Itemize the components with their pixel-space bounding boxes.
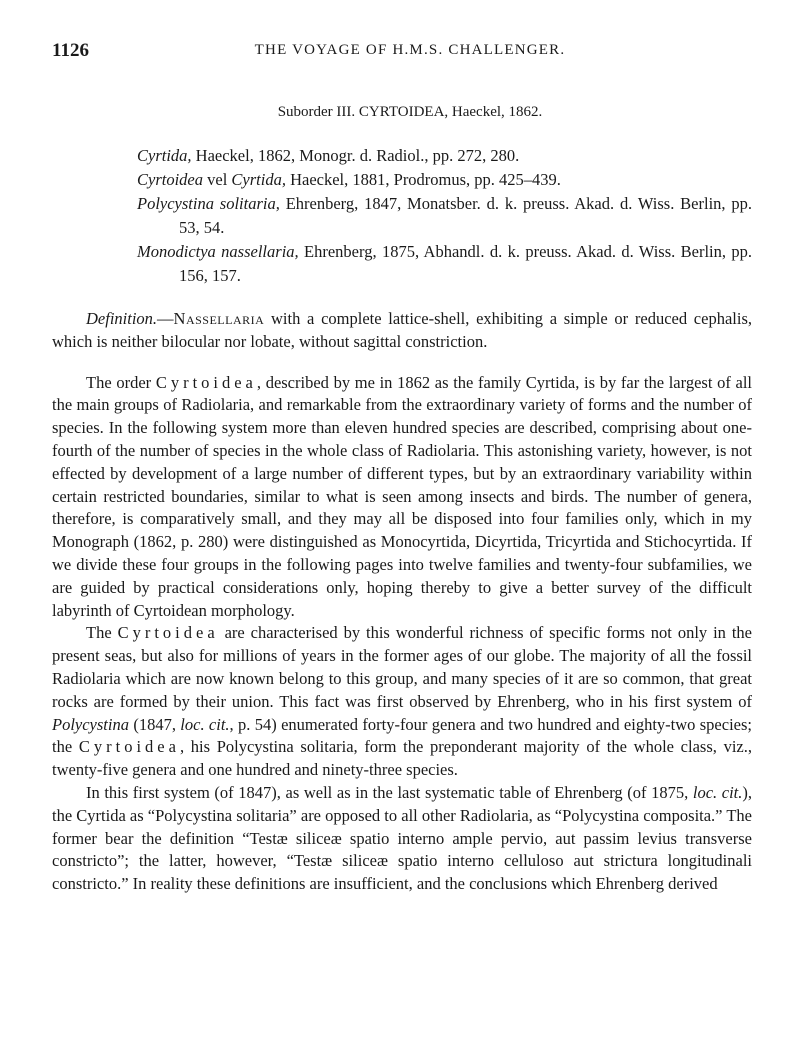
definition-paragraph bbox=[52, 308, 752, 354]
synonymy-entry bbox=[137, 240, 752, 288]
citation: Haeckel, 1881, Prodromus, pp. 425–439. bbox=[285, 170, 561, 189]
group-name: Cyrtoidea bbox=[78, 737, 180, 757]
synonymy-list bbox=[137, 144, 752, 288]
taxon-name: Cyrtida, bbox=[137, 146, 192, 165]
italic-term: loc. cit. bbox=[180, 714, 230, 734]
section-heading: Suborder III. CYRTOIDEA, Haeckel, 1862. bbox=[277, 104, 543, 120]
definition-term: Nassellaria bbox=[173, 309, 265, 328]
italic-term: loc. cit. bbox=[692, 782, 743, 802]
definition-dash: — bbox=[157, 309, 174, 328]
citation: Haeckel, 1862, Monogr. d. Radiol., pp. 272, 280. bbox=[191, 146, 520, 165]
group-name: Cyrtoidea bbox=[155, 372, 257, 392]
taxon-name: Cyrtoidea bbox=[137, 170, 203, 189]
taxon-name: Cyrtida, bbox=[231, 170, 286, 189]
paragraph bbox=[52, 782, 752, 896]
text-run: , p. 54) enumerated forty-four genera and two hundred and eighty-two species; the bbox=[52, 714, 752, 757]
taxon-name: Monodictya nassellaria, bbox=[137, 242, 299, 261]
text-run: are characterised by this wonderful richness of specific forms not only in the present seas, but also for millions of years in the former ages of our globe. The majority of all the fossil Radiolaria which are now known belong to this group, and many species of it are so common, that great rocks are formed by their union. This fact was first observed by Ehrenberg, who in his first system of bbox=[52, 623, 752, 711]
running-title: THE VOYAGE OF H.M.S. CHALLENGER. bbox=[254, 42, 566, 58]
paragraph bbox=[52, 622, 752, 782]
citation: Ehrenberg, 1875, Abhandl. d. k. preuss. Akad. d. Wiss. Berlin, pp. 156, 157. bbox=[179, 242, 752, 285]
text-run: (1847, bbox=[128, 714, 181, 734]
text-run: The order bbox=[86, 372, 156, 392]
synonymy-entry bbox=[137, 144, 752, 168]
running-header bbox=[52, 40, 748, 64]
synonymy-entry bbox=[137, 192, 752, 240]
definition-text: with a complete lattice-shell, exhibiting a simple or reduced cephalis, which is neither bilocular nor lobate, without sagittal constriction. bbox=[52, 309, 752, 351]
citation: Ehrenberg, 1847, Monatsber. d. k. preuss. Akad. d. Wiss. Berlin, pp. 53, 54. bbox=[179, 194, 752, 237]
paragraph bbox=[52, 372, 752, 623]
definition-label: Definition. bbox=[86, 309, 158, 328]
body-text bbox=[52, 308, 752, 896]
text-run: In this first system (of 1847), as well as in the last systematic table of Ehrenberg (of 1875, bbox=[86, 782, 693, 802]
text-run: , described by me in 1862 as the family Cyrtida, is by far the largest of all the main groups of Radiolaria, and remarkable from the extraordinary variety of forms and the number of species. In the following system more than eleven hundred species are described, comprising about one-fourth of the number of species in the whole class of Radiolaria. This astonishing variety, however, is not effected by development of a large number of different types, but by an extraordinary variability within certain restricted boundaries, similar to what is seen among insects and birds. The number of genera, therefore, is comparatively small, and they may all be disposed into four families only, which in my Monograph (1862, p. 280) were distinguished as Monocyrtida, Dicyrtida, Tricyrtida and Stichocyrtida. If we divide these four groups in the following pages into twelve families and twenty-four subfamilies, we are guided by practical considerations only, hoping thereby to give a better survey of the difficult labyrinth of Cyrtoidean morphology. bbox=[52, 372, 752, 620]
page-number: 1126 bbox=[52, 40, 89, 61]
taxon-name: Polycystina solitaria, bbox=[137, 194, 280, 213]
italic-term: Polycystina bbox=[52, 714, 129, 734]
text-run: The bbox=[86, 623, 118, 643]
connector: vel bbox=[203, 170, 232, 189]
text-run: ), the Cyrtida as “Polycystina solitaria” are opposed to all other Radiolaria, as “Polycystina composita.” The former bear the definition “Testæ siliceæ spatio interno ample pervio, aut passim levius transverse constricto”; the latter, however, “Testæ siliceæ spatio interno celluloso aut strictura longitudinali constricto.” In reality these definitions are insufficient, and the conclusions which Ehrenberg derived bbox=[52, 782, 752, 894]
text-run: , his Polycystina solitaria, form the preponderant majority of the whole class, viz., twenty-five genera and one hundred and ninety-three species. bbox=[52, 737, 752, 780]
synonymy-entry bbox=[137, 168, 752, 192]
group-name: Cyrtoidea bbox=[117, 623, 219, 643]
